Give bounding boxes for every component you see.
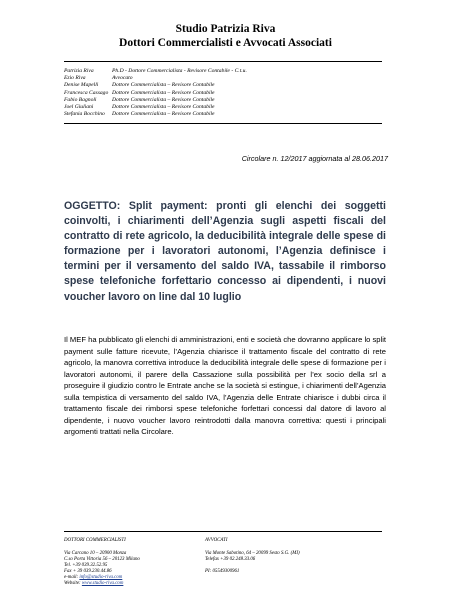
person-name: Francesca Cassago (64, 89, 109, 96)
person-row (64, 111, 384, 118)
person-row (64, 75, 384, 82)
people-list (64, 68, 384, 118)
subject-heading (64, 199, 386, 305)
person-name: Patrizia Riva (64, 68, 94, 74)
person-row (64, 97, 384, 104)
person-name: Fabio Bagnoli (64, 96, 97, 103)
person-name: Stefania Bocchino (64, 111, 105, 118)
person-row (64, 90, 384, 97)
person-name: Denise Mapelli (64, 82, 99, 89)
studio-subtitle: Dottori Commercialisti e Avvocati Associati (119, 37, 332, 49)
person-role: Dottore Commercialista – Revisore Contabile (112, 104, 215, 111)
footer-right-heading: AVVOCATI (205, 538, 228, 543)
person-role: Dottore Commercialista – Revisore Contabile (112, 96, 215, 103)
person-name: Ezio Riva (64, 75, 86, 82)
footer-partita-iva: PI: 05549300961 (205, 568, 240, 574)
header-rule-top (64, 61, 382, 62)
person-name: Joel Giuliani (64, 104, 94, 111)
footer-email-link[interactable]: info@studio-riva.com (79, 574, 123, 580)
person-row (64, 68, 384, 75)
footer-website-row (64, 581, 194, 587)
footer-email-label: e-mail: (64, 574, 80, 580)
footer-telefax: Telefax +39 02.248.33.06 (205, 556, 256, 562)
footer-rule (64, 531, 382, 532)
footer-right (205, 538, 345, 575)
person-role: Dottore Commercialista – Revisore Contabile (112, 82, 215, 89)
circolare-reference: Circolare n. 12/2017 aggiornata al 28.06.2017 (241, 154, 388, 163)
person-role: Ph.D - Dottore Commercialista - Revisore Contabile - C.t.u. (112, 68, 247, 74)
person-row (64, 82, 384, 89)
footer-address-monza: Via Carcano 10 – 20900 Monza (64, 550, 127, 556)
footer-fax: Fax + 39 039.230.44.86 (64, 568, 112, 574)
person-role: Dottore Commercialista – Revisore Contabile (112, 111, 215, 118)
subject-label: OGGETTO: (64, 200, 121, 212)
person-role: Dottore Commercialista – Revisore Contabile (112, 89, 215, 96)
header-rule-bottom (64, 123, 382, 124)
footer-left (64, 538, 194, 587)
footer-website-link[interactable]: www.studio-riva.com (81, 581, 124, 587)
person-row (64, 104, 384, 111)
footer-tel: Tel. +39 039.32.52.95 (64, 562, 108, 568)
footer-left-heading: DOTTORI COMMERCIALISTI (64, 538, 126, 543)
footer-address-sesto: Via Monte Sabotino, 64 – 20099 Sesto S.G. (MI) (205, 550, 300, 556)
footer-address-milano: C.so Porta Vittoria 56 – 20123 Milano (64, 556, 140, 562)
person-role: Avvocato (112, 75, 133, 82)
footer-website-label: Website: (64, 581, 82, 587)
subject-text: Split payment: pronti gli elenchi dei soggetti coinvolti, i chiarimenti dell’Agenzia sugli aspetti fiscali del contratto di rete agricolo, la deducibilità integrale delle spese di formazione per i lavoratori autonomi, l’Agenzia definisce i termini per il versamento del saldo IVA, tassabile il rimborso spese telefoniche forfettario concesso ai dipendenti, i nuovi voucher lavoro on line dal 10 luglio (64, 200, 386, 303)
studio-name: Studio Patrizia Riva (175, 23, 276, 35)
body-paragraph: Il MEF ha pubblicato gli elenchi di amministrazioni, enti e società che dovranno applicare lo split payment sulle fatture ricevute, l’Agenzia chiarisce il trattamento fiscale del contratto di rete agricolo, la manovra correttiva introduce la deducibilità integrale delle spese di formazione per i lavoratori autonomi, il parere della Cassazione sulla possibilità per l’ex socio della srl a proseguire il giudizio contro le Entrate anche se la società si estingue, i chiarimenti dell’Agenzia sulla tempistica di versamento del saldo IVA, l’Agenzia delle Entrate chiarisce i dubbi circa il trattamento fiscale dei rimborsi spese telefoniche forfettari concessi dal datore di lavoro al dipendente, i nuovo voucher lavoro reintrodotti dalla manovra correttiva: questi i principali argomenti trattati nella Circolare. (64, 335, 386, 436)
